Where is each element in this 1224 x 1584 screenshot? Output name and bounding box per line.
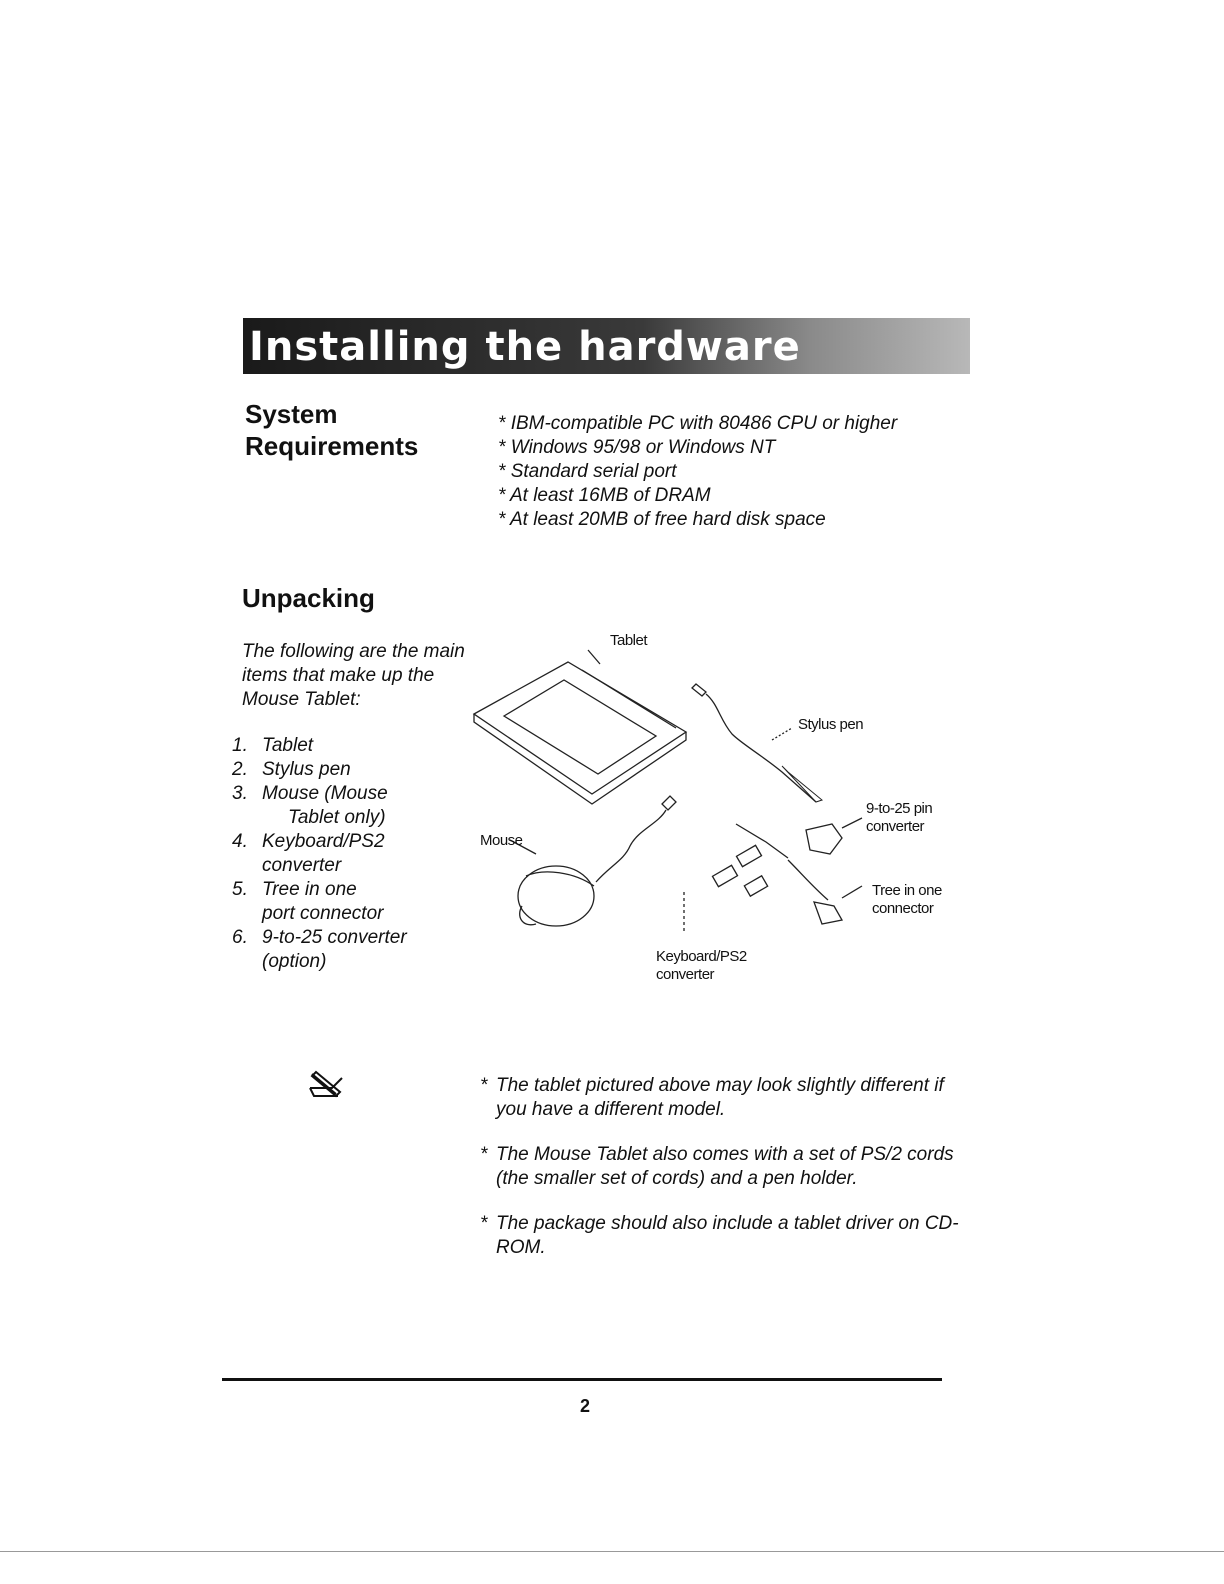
page-number: 2 bbox=[579, 1396, 590, 1416]
list-item: * At least 20MB of free hard disk space bbox=[498, 509, 826, 530]
list-item: 5. Tree in one bbox=[232, 879, 357, 900]
list-item: * Standard serial port bbox=[498, 461, 677, 482]
label-tablet: Tablet bbox=[610, 632, 648, 649]
label-keyboard-converter: Keyboard/PS2 converter bbox=[656, 948, 747, 983]
list-item: * Windows 95/98 or Windows NT bbox=[498, 437, 776, 458]
scan-edge-line bbox=[0, 1551, 1224, 1552]
list-item: 2. Stylus pen bbox=[232, 759, 351, 780]
heading-line: Requirements bbox=[245, 431, 419, 461]
tree-connector-illustration bbox=[788, 860, 862, 924]
label-mouse: Mouse bbox=[480, 832, 523, 849]
list-item: 1. Tablet bbox=[232, 735, 314, 756]
note-item: * The package should also include a tablet driver on CD-ROM. bbox=[480, 1213, 959, 1258]
list-item: 4. Keyboard/PS2 bbox=[232, 831, 385, 852]
list-item-continuation: Tablet only) bbox=[288, 807, 386, 828]
list-item-continuation: (option) bbox=[262, 951, 327, 972]
system-requirements-heading bbox=[245, 398, 418, 462]
label-stylus-pen: Stylus pen bbox=[798, 716, 864, 733]
list-item: * IBM-compatible PC with 80486 CPU or higher bbox=[498, 413, 898, 434]
note-pencil-icon bbox=[306, 1064, 346, 1100]
pin-converter-illustration bbox=[806, 818, 862, 854]
mouse-illustration bbox=[510, 796, 676, 926]
note-item: * The tablet pictured above may look slightly different if you have a different model. bbox=[480, 1075, 944, 1120]
list-item: * At least 16MB of DRAM bbox=[498, 485, 711, 506]
note-item: * The Mouse Tablet also comes with a set of PS/2 cords (the smaller set of cords) and a pen holder. bbox=[480, 1144, 954, 1189]
unpacking-intro: The following are the main items that make up the Mouse Tablet: bbox=[242, 641, 465, 710]
unpacking-heading: Unpacking bbox=[242, 583, 375, 613]
requirements-list bbox=[498, 412, 938, 532]
list-item: 6. 9-to-25 converter bbox=[232, 927, 407, 948]
items-list bbox=[232, 734, 472, 974]
label-tree-connector: Tree in one connector bbox=[872, 882, 942, 917]
footer-rule bbox=[222, 1378, 942, 1381]
heading-line: System bbox=[245, 399, 338, 429]
keyboard-converter-illustration bbox=[684, 824, 788, 934]
label-pin-converter: 9-to-25 pin converter bbox=[866, 800, 933, 835]
package-contents-diagram bbox=[470, 624, 970, 1004]
section-banner bbox=[243, 318, 970, 374]
list-item: 3. Mouse (Mouse bbox=[232, 783, 388, 804]
list-item-continuation: converter bbox=[262, 855, 342, 876]
stylus-illustration bbox=[692, 684, 822, 802]
notes-list bbox=[480, 1074, 960, 1281]
banner-title: Installing the hardware bbox=[249, 324, 801, 370]
tablet-illustration bbox=[474, 650, 686, 804]
list-item-continuation: port connector bbox=[262, 903, 384, 924]
